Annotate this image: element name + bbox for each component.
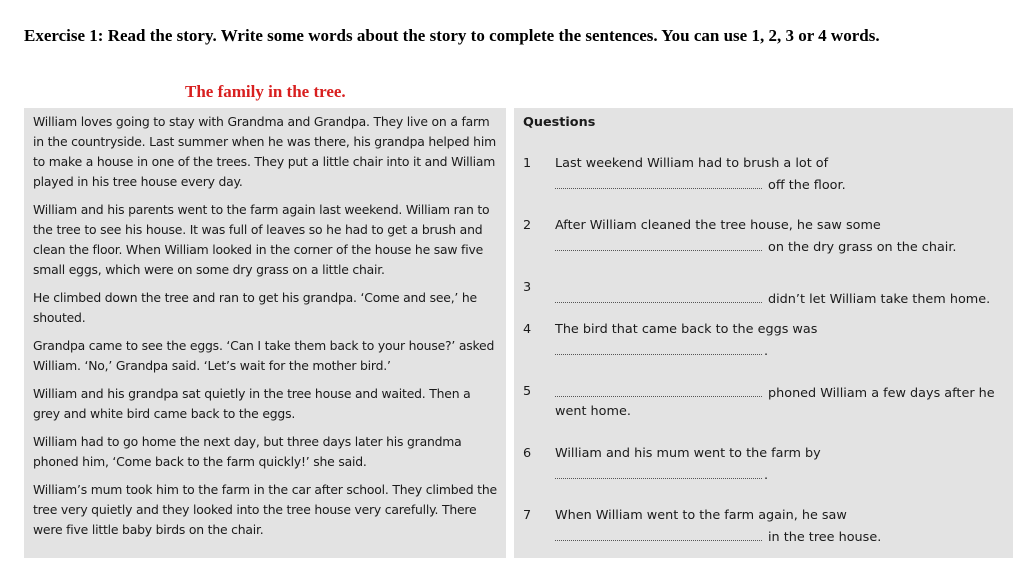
- answer-line: [555, 464, 768, 486]
- question-number: 6: [523, 446, 532, 461]
- question-number: 5: [523, 384, 532, 399]
- question-text-after: off the floor.: [768, 178, 846, 193]
- answer-blank[interactable]: [555, 382, 762, 397]
- question-text-after: in the tree house.: [768, 530, 882, 545]
- question-text-after: didn’t let William take them home.: [768, 292, 991, 307]
- answer-line: [555, 174, 846, 196]
- question-text-tail: went home.: [555, 404, 631, 419]
- story-paragraph: William and his grandpa sat quietly in the tree house and waited. Then a grey and white bird came back to the eggs.: [33, 386, 471, 421]
- question-text-after: .: [764, 468, 769, 483]
- answer-blank[interactable]: [555, 464, 762, 479]
- question-text: The bird that came back to the eggs was: [555, 322, 818, 337]
- answer-line: [555, 288, 990, 310]
- story-paragraph: Grandpa came to see the eggs. ‘Can I take them back to your house?’ asked William. ‘No,’ Grandpa said. ‘Let’s wait for the mother bird.’: [33, 338, 495, 373]
- answer-blank[interactable]: [555, 288, 762, 303]
- story-panel: [24, 108, 506, 558]
- answer-blank[interactable]: [555, 236, 762, 251]
- story-paragraph: William had to go home the next day, but three days later his grandma phoned him, ‘Come back to the farm quickly!’ she said.: [33, 434, 462, 469]
- question-number: 7: [523, 508, 532, 523]
- question-number: 1: [523, 156, 532, 171]
- question-number: 4: [523, 322, 532, 337]
- question-text: After William cleaned the tree house, he saw some: [555, 218, 881, 233]
- answer-line: [555, 382, 995, 404]
- story-paragraph: He climbed down the tree and ran to get his grandpa. ‘Come and see,’ he shouted.: [33, 290, 477, 325]
- story-paragraph: William and his parents went to the farm again last weekend. William ran to the tree to see his house. It was full of leaves so he had to get a brush and clean the floor. When William looked in the corner of the house he saw five small eggs, which were on some dry grass on a little chair.: [33, 202, 490, 277]
- question-item: [514, 444, 1013, 488]
- question-text: William and his mum went to the farm by: [555, 446, 821, 461]
- answer-line: [555, 526, 881, 548]
- question-number: 3: [523, 280, 532, 295]
- question-text-after: .: [764, 344, 769, 359]
- question-number: 2: [523, 218, 532, 233]
- story-title: The family in the tree.: [185, 82, 346, 101]
- question-item: [514, 506, 1013, 550]
- answer-blank[interactable]: [555, 340, 762, 355]
- question-item: [514, 154, 1013, 198]
- question-text: When William went to the farm again, he saw: [555, 508, 847, 523]
- exercise-heading: Exercise 1: Read the story. Write some words about the story to complete the sentences. You can use 1, 2, 3 or 4 words.: [24, 26, 880, 45]
- questions-panel: [514, 108, 1013, 558]
- question-text-after: on the dry grass on the chair.: [768, 240, 957, 255]
- questions-heading: Questions: [523, 115, 596, 130]
- answer-blank[interactable]: [555, 174, 762, 189]
- question-item: [514, 320, 1013, 364]
- answer-line: [555, 340, 768, 362]
- answer-line: [555, 236, 957, 258]
- question-item: [514, 382, 1013, 426]
- answer-blank[interactable]: [555, 526, 762, 541]
- question-text: Last weekend William had to brush a lot of: [555, 156, 829, 171]
- question-text-after: phoned William a few days after he: [768, 386, 995, 401]
- story-paragraph: William loves going to stay with Grandma and Grandpa. They live on a farm in the countryside. Last summer when he was there, his grandpa helped him to make a house in one of the trees. They put a little chair into it and William played in his tree house every day.: [33, 114, 496, 189]
- question-item: [514, 278, 1013, 322]
- story-paragraph: William’s mum took him to the farm in the car after school. They climbed the tree very quietly and they looked into the tree house very carefully. There were five little baby birds on the chair.: [33, 482, 497, 537]
- question-item: [514, 216, 1013, 260]
